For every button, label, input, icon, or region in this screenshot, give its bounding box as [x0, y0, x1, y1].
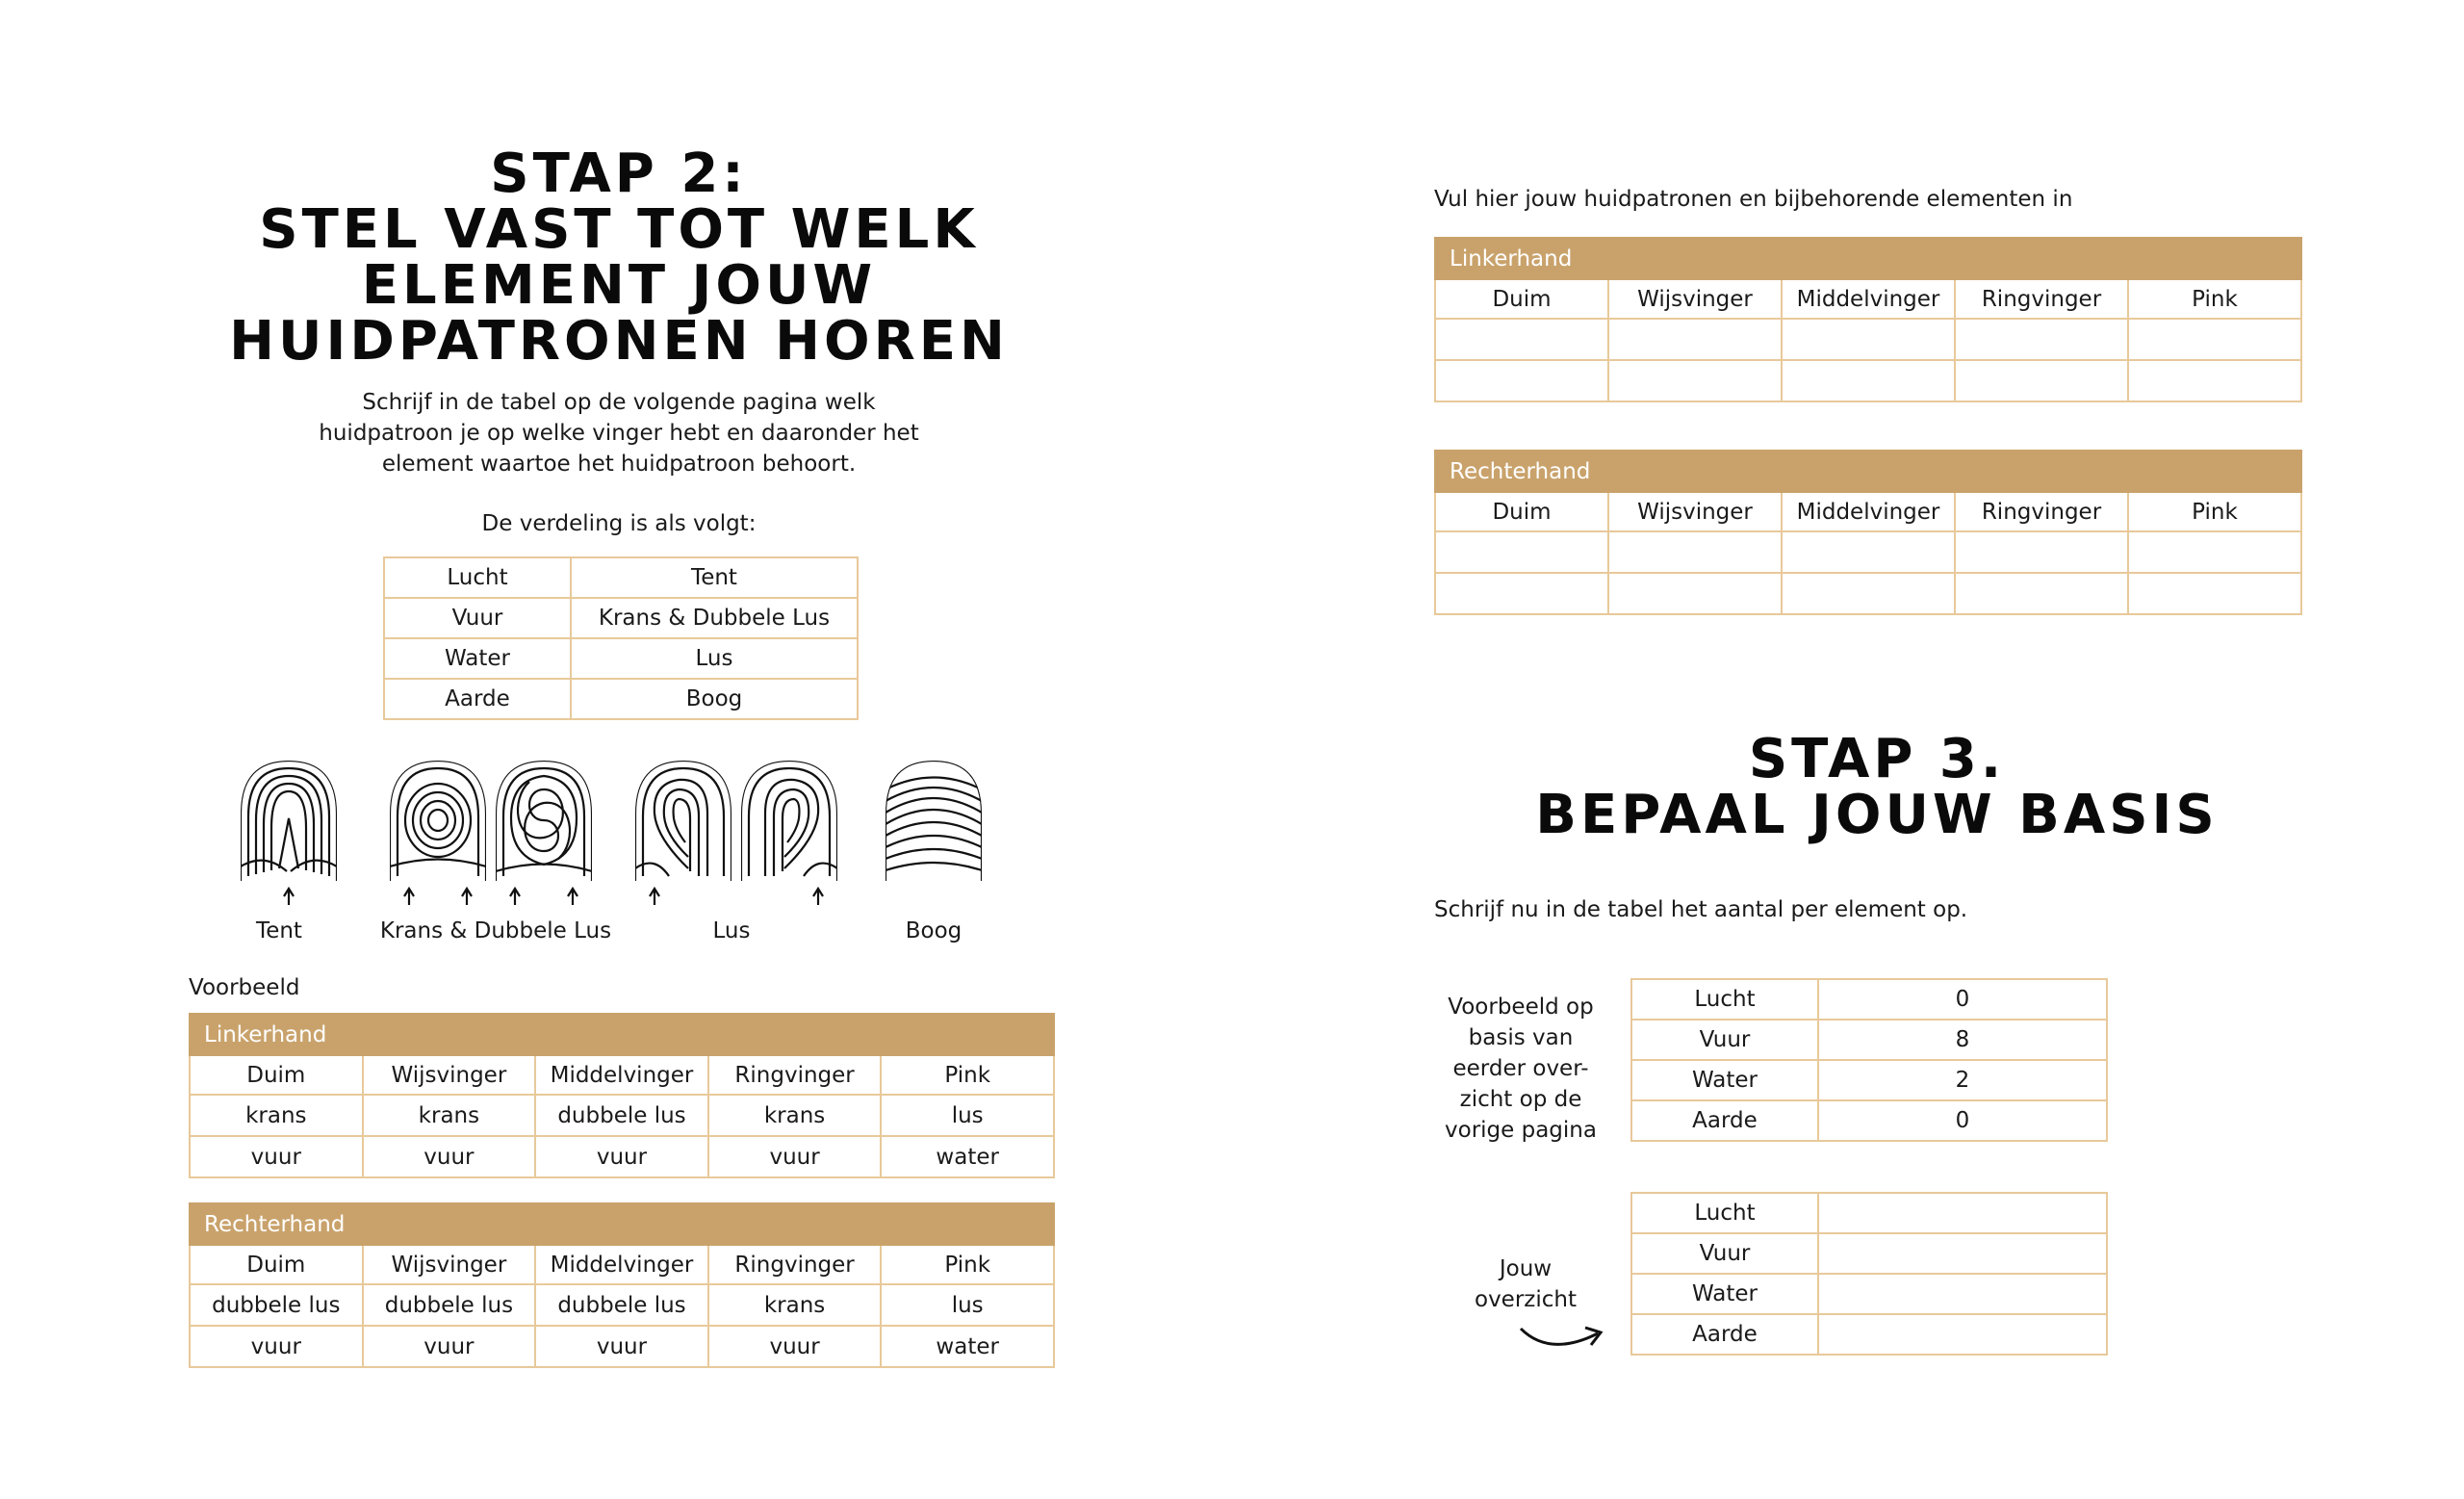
lus-label: Lus — [712, 918, 751, 943]
hand-header: Rechterhand — [1435, 451, 2301, 492]
element-cell: Aarde — [1631, 1314, 1818, 1355]
title-line: STAP 3. — [1748, 728, 2006, 790]
fill-linkerhand-table — [1434, 237, 2302, 402]
table-row — [1631, 979, 2107, 1020]
count-cell: 2 — [1818, 1060, 2107, 1100]
loop-fingerprint-icon — [741, 761, 837, 905]
count-cell: 0 — [1818, 979, 2107, 1020]
element-cell: vuur — [190, 1136, 363, 1177]
element-input-cell[interactable] — [1435, 573, 1608, 614]
table-row — [1435, 573, 2301, 614]
element-cell: Water — [1631, 1060, 1818, 1100]
table-row — [1631, 1233, 2107, 1274]
element-input-cell[interactable] — [2128, 360, 2301, 401]
count-cell: 8 — [1818, 1020, 2107, 1060]
element-cell: Vuur — [1631, 1020, 1818, 1060]
pattern-cell: krans — [190, 1095, 363, 1136]
table-row — [190, 1136, 1054, 1177]
pattern-cell: krans — [708, 1284, 882, 1326]
tent-fingerprint-icon — [241, 761, 337, 905]
finger-header: Middelvinger — [1782, 492, 1955, 531]
finger-header: Wijsvinger — [363, 1055, 536, 1095]
count-label: Schrijf nu in de tabel het aantal per element op. — [1434, 897, 1968, 922]
finger-header: Ringvinger — [1955, 279, 2128, 319]
finger-header: Ringvinger — [1955, 492, 2128, 531]
example-count-table — [1630, 978, 2108, 1142]
intro-line: Schrijf in de tabel op de volgende pagina welk — [362, 390, 876, 415]
table-row — [1631, 1060, 2107, 1100]
element-cell: vuur — [535, 1326, 708, 1367]
finger-header: Middelvinger — [535, 1055, 708, 1095]
pattern-input-cell[interactable] — [1955, 531, 2128, 573]
finger-header: Duim — [1435, 279, 1608, 319]
element-cell: water — [881, 1136, 1054, 1177]
finger-header: Middelvinger — [1782, 279, 1955, 319]
pattern-input-cell[interactable] — [2128, 531, 2301, 573]
element-cell: vuur — [190, 1326, 363, 1367]
element-input-cell[interactable] — [1782, 573, 1955, 614]
pattern-cell: lus — [881, 1284, 1054, 1326]
finger-header: Pink — [2128, 492, 2301, 531]
finger-header: Ringvinger — [708, 1055, 882, 1095]
table-row — [1631, 1100, 2107, 1141]
caption-line: zicht op de — [1459, 1087, 1582, 1112]
element-cell: vuur — [535, 1136, 708, 1177]
table-row — [1435, 319, 2301, 360]
table-row — [384, 557, 858, 598]
finger-header: Wijsvinger — [363, 1245, 536, 1284]
element-cell: Water — [1631, 1274, 1818, 1314]
krans-label: Krans & Dubbele Lus — [379, 918, 612, 943]
element-cell: vuur — [363, 1136, 536, 1177]
table-row — [384, 598, 858, 638]
element-cell: Lucht — [384, 557, 571, 598]
pattern-input-cell[interactable] — [1435, 319, 1608, 360]
hand-header: Linkerhand — [190, 1014, 1054, 1055]
pattern-input-cell[interactable] — [1782, 531, 1955, 573]
element-cell: Lucht — [1631, 979, 1818, 1020]
pattern-input-cell[interactable] — [2128, 319, 2301, 360]
pattern-cell: dubbele lus — [190, 1284, 363, 1326]
stap3-title — [1492, 728, 2262, 846]
example-linkerhand-table — [189, 1013, 1055, 1178]
intro-line: element waartoe het huidpatroon behoort. — [381, 452, 857, 477]
count-cell: 0 — [1818, 1100, 2107, 1141]
finger-header: Duim — [1435, 492, 1608, 531]
pattern-cell: dubbele lus — [535, 1284, 708, 1326]
element-cell: Water — [384, 638, 571, 679]
fingerprint-illustrations — [221, 751, 991, 905]
pattern-input-cell[interactable] — [1955, 319, 2128, 360]
element-cell: vuur — [363, 1326, 536, 1367]
pattern-cell: krans — [708, 1095, 882, 1136]
tent-label: Tent — [256, 918, 302, 943]
pattern-cell: Krans & Dubbele Lus — [571, 598, 858, 638]
element-cell: Aarde — [1631, 1100, 1818, 1141]
example-caption — [1415, 992, 1627, 1146]
element-cell: vuur — [708, 1326, 882, 1367]
fill-label: Vul hier jouw huidpatronen en bijbehorende elementen in — [1434, 187, 2073, 212]
element-input-cell[interactable] — [1435, 360, 1608, 401]
count-input-cell[interactable] — [1818, 1314, 2107, 1355]
pattern-input-cell[interactable] — [1608, 319, 1782, 360]
title-line: BEPAAL JOUW BASIS — [1535, 784, 2219, 846]
pattern-cell: dubbele lus — [535, 1095, 708, 1136]
pattern-cell: lus — [881, 1095, 1054, 1136]
table-row — [190, 1284, 1054, 1326]
finger-header: Pink — [881, 1055, 1054, 1095]
element-input-cell[interactable] — [1782, 360, 1955, 401]
element-input-cell[interactable] — [2128, 573, 2301, 614]
title-line: HUIDPATRONEN HOREN — [229, 310, 1009, 373]
pattern-cell: Lus — [571, 638, 858, 679]
arch-fingerprint-icon — [886, 761, 982, 881]
finger-header: Pink — [2128, 279, 2301, 319]
table-row — [1631, 1274, 2107, 1314]
table-row — [384, 638, 858, 679]
pattern-input-cell[interactable] — [1608, 531, 1782, 573]
stap2-title — [192, 142, 1045, 373]
intro-text — [234, 387, 1004, 479]
element-cell: Lucht — [1631, 1193, 1818, 1233]
element-cell: Aarde — [384, 679, 571, 719]
count-input-cell[interactable] — [1818, 1274, 2107, 1314]
element-cell: Vuur — [1631, 1233, 1818, 1274]
example-rechterhand-table — [189, 1202, 1055, 1368]
table-row — [190, 1326, 1054, 1367]
element-input-cell[interactable] — [1608, 573, 1782, 614]
caption-line: overzicht — [1475, 1287, 1577, 1312]
caption-line: Jouw — [1499, 1256, 1553, 1281]
table-row — [1631, 1020, 2107, 1060]
finger-header: Duim — [190, 1245, 363, 1284]
verdeling-table — [383, 556, 859, 720]
hand-header: Linkerhand — [1435, 238, 2301, 279]
table-row — [1631, 1193, 2107, 1233]
caption-line: basis van — [1468, 1025, 1574, 1050]
double-loop-fingerprint-icon — [496, 761, 592, 905]
element-input-cell[interactable] — [1608, 360, 1782, 401]
voorbeeld-label: Voorbeeld — [189, 975, 300, 1000]
pattern-input-cell[interactable] — [1782, 319, 1955, 360]
element-cell: Vuur — [384, 598, 571, 638]
finger-header: Wijsvinger — [1608, 492, 1782, 531]
caption-line: vorige pagina — [1445, 1118, 1597, 1143]
caption-line: eerder over- — [1452, 1056, 1589, 1081]
element-cell: vuur — [708, 1136, 882, 1177]
element-cell: water — [881, 1326, 1054, 1367]
finger-header: Middelvinger — [535, 1245, 708, 1284]
title-line: STAP 2: — [490, 142, 748, 205]
pattern-cell: dubbele lus — [363, 1284, 536, 1326]
element-input-cell[interactable] — [1955, 360, 2128, 401]
table-row — [190, 1095, 1054, 1136]
pattern-input-cell[interactable] — [1435, 531, 1608, 573]
loop-fingerprint-icon — [635, 761, 732, 905]
whorl-fingerprint-icon — [390, 761, 486, 905]
finger-header: Ringvinger — [708, 1245, 882, 1284]
table-row — [1435, 531, 2301, 573]
pattern-cell: krans — [363, 1095, 536, 1136]
verdeling-label: De verdeling is als volgt: — [481, 511, 757, 536]
count-input-cell[interactable] — [1818, 1233, 2107, 1274]
pattern-cell: Boog — [571, 679, 858, 719]
finger-header: Duim — [190, 1055, 363, 1095]
boog-label: Boog — [905, 918, 962, 943]
yours-caption — [1453, 1253, 1598, 1315]
table-row — [1435, 360, 2301, 401]
finger-header: Pink — [881, 1245, 1054, 1284]
element-input-cell[interactable] — [1955, 573, 2128, 614]
caption-line: Voorbeeld op — [1448, 995, 1594, 1020]
title-line: ELEMENT JOUW — [361, 254, 877, 317]
curved-arrow-icon — [1516, 1314, 1612, 1372]
hand-header: Rechterhand — [190, 1203, 1054, 1245]
fill-rechterhand-table — [1434, 450, 2302, 615]
pattern-cell: Tent — [571, 557, 858, 598]
title-line: STEL VAST TOT WELK — [259, 198, 979, 261]
table-row — [384, 679, 858, 719]
intro-line: huidpatroon je op welke vinger hebt en daaronder het — [319, 421, 919, 446]
table-row — [1631, 1314, 2107, 1355]
finger-header: Wijsvinger — [1608, 279, 1782, 319]
count-input-cell[interactable] — [1818, 1193, 2107, 1233]
your-count-table — [1630, 1192, 2108, 1356]
